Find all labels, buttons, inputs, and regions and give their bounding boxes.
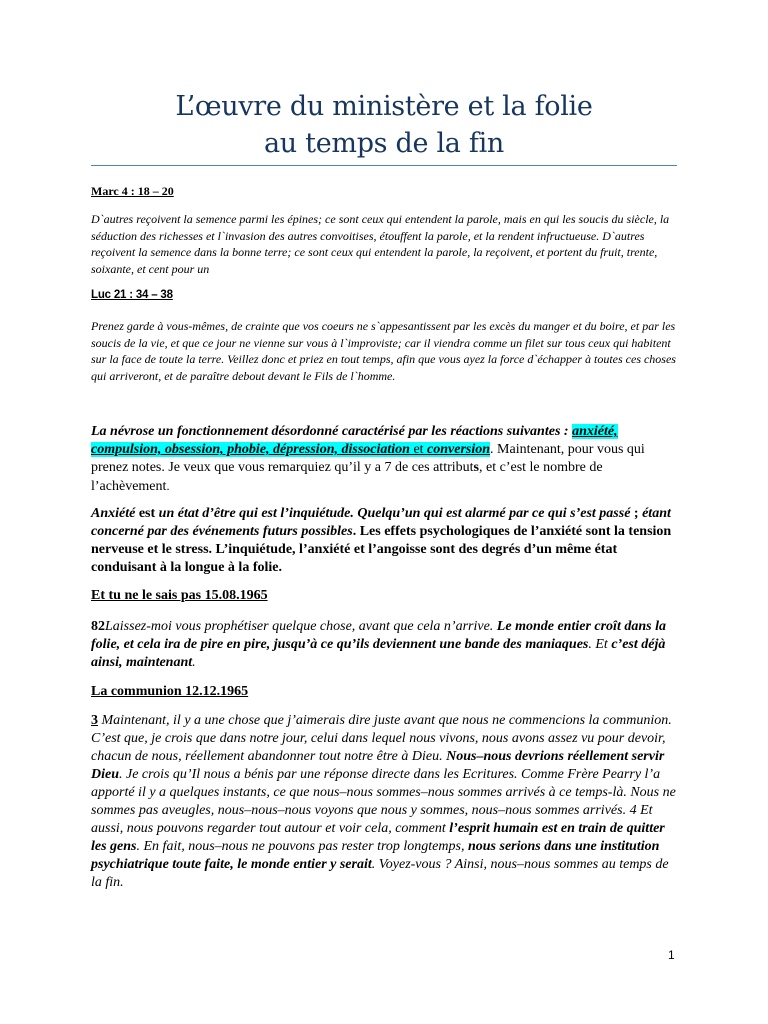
scripture-quote-marc: D`autres reçoivent la semence parmi les épines; ce sont ceux qui entendent la parole, mais en qui les soucis du siècle, la séduction des richesses et l`invasion des autres convoitises, étouffent la parole, et la rendent infructueuse. D`autres reçoivent la semence dans la bonne terre; ce sont ceux qui entendent la parole, la reçoivent, et portent du fruit, trente, soixante, et cent pour un (91, 212, 670, 276)
page-title (91, 88, 677, 162)
page-number: 1 (668, 948, 675, 962)
title-line-1: L’œuvre du ministère et la folie (175, 91, 593, 122)
title-divider (91, 165, 677, 166)
scripture-quote-luc: Prenez garde à vous-mêmes, de crainte que vos coeurs ne s`appesantissent par les excès du manger et du boire, et par les soucis de la vie, et que ce jour ne vienne sur vous à l`improviste; car il viendra comme un filet sur tous ceux qui habitent sur la face de toute la terre. Veillez donc et priez en tout temps, afin que vous ayez la force d`échapper à toutes ces choses qui arriveront, et de paraître debout devant le Fils de l`homme. (91, 319, 676, 383)
highlighted-reactions: anxiété, compulsion, obsession, phobie, dépression, dissociation et conversion (91, 424, 618, 457)
scripture-reference-luc: Luc 21 : 34 – 38 (91, 289, 173, 301)
sermon-heading-1965-08: Et tu ne le sais pas 15.08.1965 (91, 588, 268, 603)
nevrose-intro: La névrose un fonctionnement désordonné caractérisé par les réactions suivantes : (91, 424, 573, 439)
paragraph-anxiete: Anxiété est un état d’être qui est l’inquiétude. Quelqu’un qui est alarmé par ce qui s’est passé ; étant concerné par des événements futurs possibles. Les effets psychologiques de l’anxiété sont la tension nerveuse et le stress. L’inquiétude, l’anxiété et l’angoisse sont des degrés d’un même état conduisant à la longue à la folie. (91, 506, 672, 575)
paragraph-prophetie: 82Laissez-moi vous prophétiser quelque chose, avant que cela n’arrive. Le monde entier croît dans la folie, et cela ira de pire en pire, jusqu’à ce qu’ils deviennent une bande des maniaques. Et c’est déjà ainsi, maintenant. (91, 619, 666, 670)
paragraph-nevrose: La névrose un fonctionnement désordonné caractérisé par les réactions suivantes : anxiété, compulsion, obsession, phobie, dépression, dissociation et conversion. Maintenant, pour vous qui prenez notes. Je veux que vous remarquiez qu’il y a 7 de ces attributs, et c’est le nombre de l’achèvement. (91, 424, 645, 494)
scripture-reference-marc: Marc 4 : 18 – 20 (91, 184, 174, 198)
title-line-2: au temps de la fin (264, 128, 504, 159)
sermon-heading-1965-12: La communion 12.12.1965 (91, 684, 249, 699)
paragraph-communion: 3 Maintenant, il y a une chose que j’aimerais dire juste avant que nous ne commencions la communion. C’est que, je crois que dans notre jour, celui dans lequel nous vivons, nous avons assez vu pour devoir, chacun de nous, réellement abandonner tout notre être à Dieu. Nous–nous devrions réellement servir Dieu. Je crois qu’Il nous a bénis par une réponse directe dans les Ecritures. Comme Frère Pearry l’a apporté il y a quelques instants, ce que nous–nous sommes–nous sommes arrivés à ce temps-là. Nous ne sommes pas aveugles, nous–nous–nous voyons que nous y sommes, nous–nous sommes arrivés. 4 Et aussi, nous pouvons regarder tout autour et voir cela, comment l’esprit humain est en train de quitter les gens. En fait, nous–nous ne pouvons pas rester trop longtemps, nous serions dans une institution psychiatrique toute faite, le monde entier y serait. Voyez-vous ? Ainsi, nous–nous sommes au temps de la fin. (91, 713, 676, 890)
